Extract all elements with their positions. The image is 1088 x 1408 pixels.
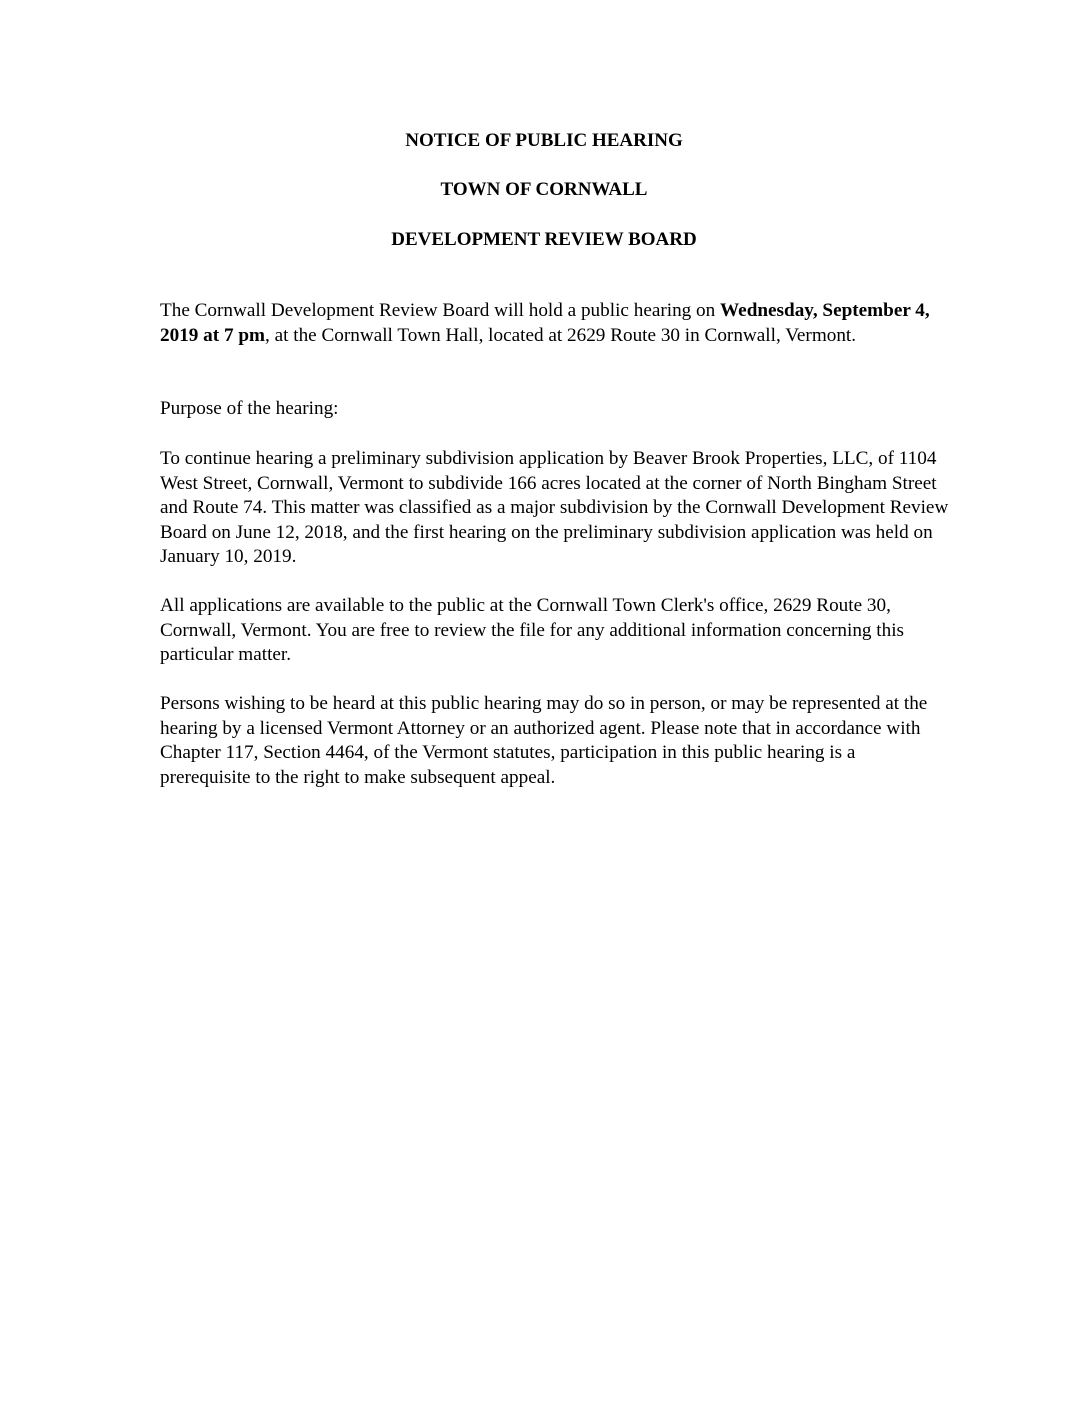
purpose-label: Purpose of the hearing: <box>160 398 339 419</box>
notice-title: NOTICE OF PUBLIC HEARING <box>405 130 683 151</box>
announcement-text-start: The Cornwall Development Review Board will hold a public hearing on <box>160 300 721 321</box>
applications-availability-paragraph: All applications are available to the public at the Cornwall Town Clerk's office, 2629 Route 30, Cornwall, Vermont. You are free to review the file for any additional information concerning this particular matter. <box>160 595 905 666</box>
participation-paragraph: Persons wishing to be heard at this public hearing may do so in person, or may be represented at the hearing by a licensed Vermont Attorney or an authorized agent. Please note that in accordance with Chapter 117, Section 4464, of the Vermont statutes, participation in this public hearing is a prerequisite to the right to make subsequent appeal. <box>160 693 928 788</box>
hearing-announcement-paragraph <box>160 299 950 348</box>
board-title: DEVELOPMENT REVIEW BOARD <box>391 229 697 250</box>
hearing-date-time: Wednesday, September 4, 2019 at 7 pm <box>160 300 930 346</box>
town-title: TOWN OF CORNWALL <box>440 179 648 200</box>
purpose-paragraph: To continue hearing a preliminary subdivision application by Beaver Brook Properties, LLC, of 1104 West Street, Cornwall, Vermont to subdivide 166 acres located at the corner of North Bingham Street and Route 74. This matter was classified as a major subdivision by the Cornwall Development Review Board on June 12, 2018, and the first hearing on the preliminary subdivision application was held on January 10, 2019. <box>160 448 949 568</box>
announcement-text-end: , at the Cornwall Town Hall, located at 2629 Route 30 in Cornwall, Vermont. <box>265 324 857 346</box>
